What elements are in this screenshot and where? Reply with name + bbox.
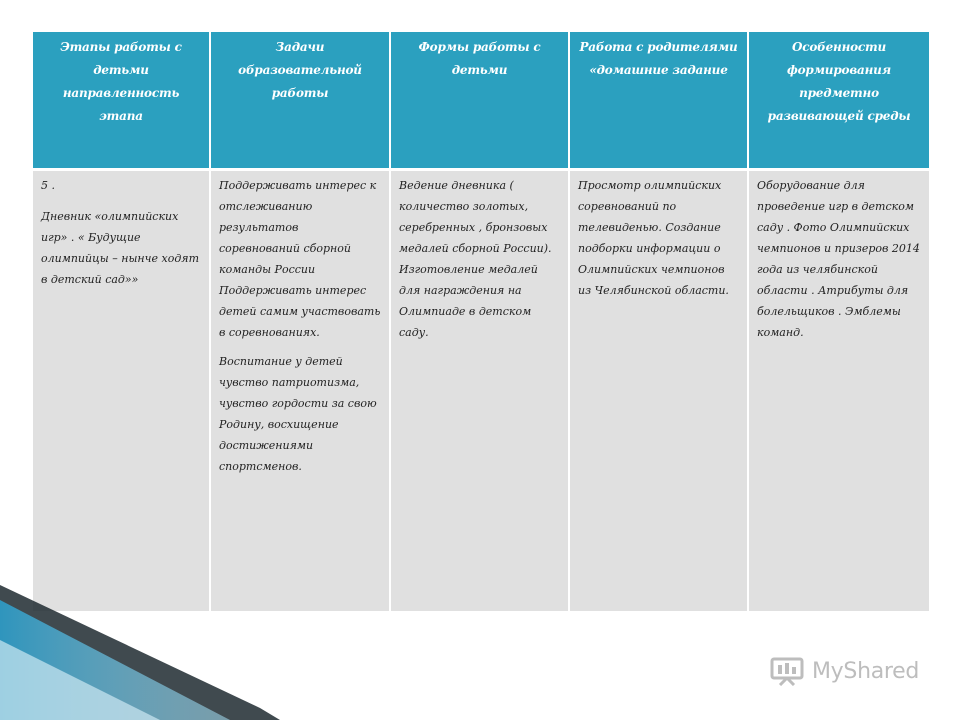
- tasks-paragraph-1: Поддерживать интерес к отслеживанию результатов соревнований сборной команды России Поддерживать интерес детей самим участвовать в соревнованиях.: [219, 179, 381, 339]
- stage-number: 5 .: [41, 179, 55, 192]
- environment-text: Оборудование для проведение игр в детском саду . Фото Олимпийских чемпионов и призеров 2014 года из челябинской области . Атрибуты для болельщиков . Эмблемы команд.: [757, 179, 920, 339]
- tasks-paragraph-2: Воспитание у детей чувство патриотизма, чувство гордости за свою Родину, восхищение достижениями спортсменов.: [219, 355, 377, 473]
- header-parents: Работа с родителями «домашние задание: [570, 32, 749, 171]
- presentation-board-icon: [768, 656, 808, 686]
- parents-text: Просмотр олимпийских соревнований по телевиденью. Создание подборки информации о Олимпийских чемпионов из Челябинской области.: [578, 179, 729, 297]
- header-stage: Этапы работы с детьми направленность этапа: [33, 32, 211, 171]
- header-tasks: Задачи образовательной работы: [211, 32, 391, 171]
- myshared-logo: [768, 656, 919, 686]
- forms-text: Ведение дневника ( количество золотых, серебренных , бронзовых медалей сборной России). Изготовление медалей для награждения на Олимпиаде в детском саду.: [399, 179, 552, 339]
- stage-title: Дневник «олимпийских игр» . « Будущие олимпийцы – нынче ходят в детский сад»»: [41, 210, 200, 286]
- logo-text: MyShared: [812, 658, 920, 684]
- header-environment: Особенности формирования предметно развивающей среды: [749, 32, 929, 171]
- header-forms: Формы работы с детьми: [391, 32, 570, 171]
